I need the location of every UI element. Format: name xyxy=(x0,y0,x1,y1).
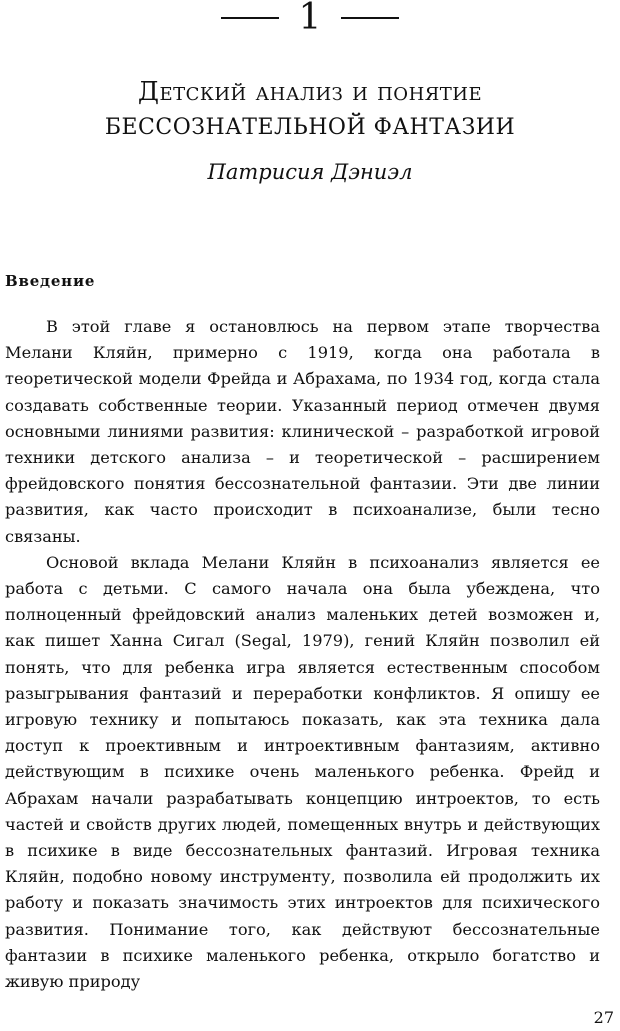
paragraph-1: В этой главе я остановлюсь на первом этапе творчества Мелани Кляйн, примерно с 1919, когда она работала в теоретической модели Фрейда и Абрахама, по 1934 год, когда стала создавать собственные теории. Указанный период отмечен двумя основными линиями развития: клинической – разработкой игровой техники детского анализа – и теоретической – расширением фрейдовского понятия бессознательной фантазии. Эти две линии развития, как часто происходит в психоанализе, были тесно связаны. xyxy=(5,317,600,546)
chapter-number: 1 xyxy=(298,0,322,38)
body-text xyxy=(5,314,600,995)
paragraph-2: Основой вклада Мелани Кляйн в психоанализ является ее работа с детьми. С самого начала она была убеждена, что полноценный фрейдовский анализ маленьких детей возможен и, как пишет Ханна Сигал (Segal, 1979), гений Кляйн позволил ей понять, что для ребенка игра является естественным способом разыгрывания фантазий и переработки конфликтов. Я опишу ее игровую технику и попытаюсь показать, как эта техника дала доступ к проективным и интроективным фантазиям, активно действующим в психике очень маленького ребенка. Фрейд и Абрахам начали разрабатывать концепцию интроектов, то есть частей и свойств других людей, помещенных внутрь и действующих в психике в виде бессознательных фантазий. Игровая техника Кляйн, подобно новому инструменту, позволила ей продолжить их работу и показать значимость этих интроектов для психического развития. Понимание того, как действуют бессознательные фантазии в психике маленького ребенка, открыло богатство и живую природу xyxy=(5,552,600,992)
chapter-title-line-2: БЕССОЗНАТЕЛЬНОЙ ФАНТАЗИИ xyxy=(104,115,516,140)
left-rule xyxy=(221,17,279,19)
chapter-title-line-1: Детский анализ и понятие xyxy=(137,77,483,107)
chapter-marker xyxy=(0,0,620,36)
author-name: Патрисия Дэниэл xyxy=(207,160,413,184)
right-rule xyxy=(341,17,399,19)
section-heading: Введение xyxy=(5,272,96,290)
page-number: 27 xyxy=(593,1008,614,1027)
chapter-title xyxy=(0,74,620,146)
